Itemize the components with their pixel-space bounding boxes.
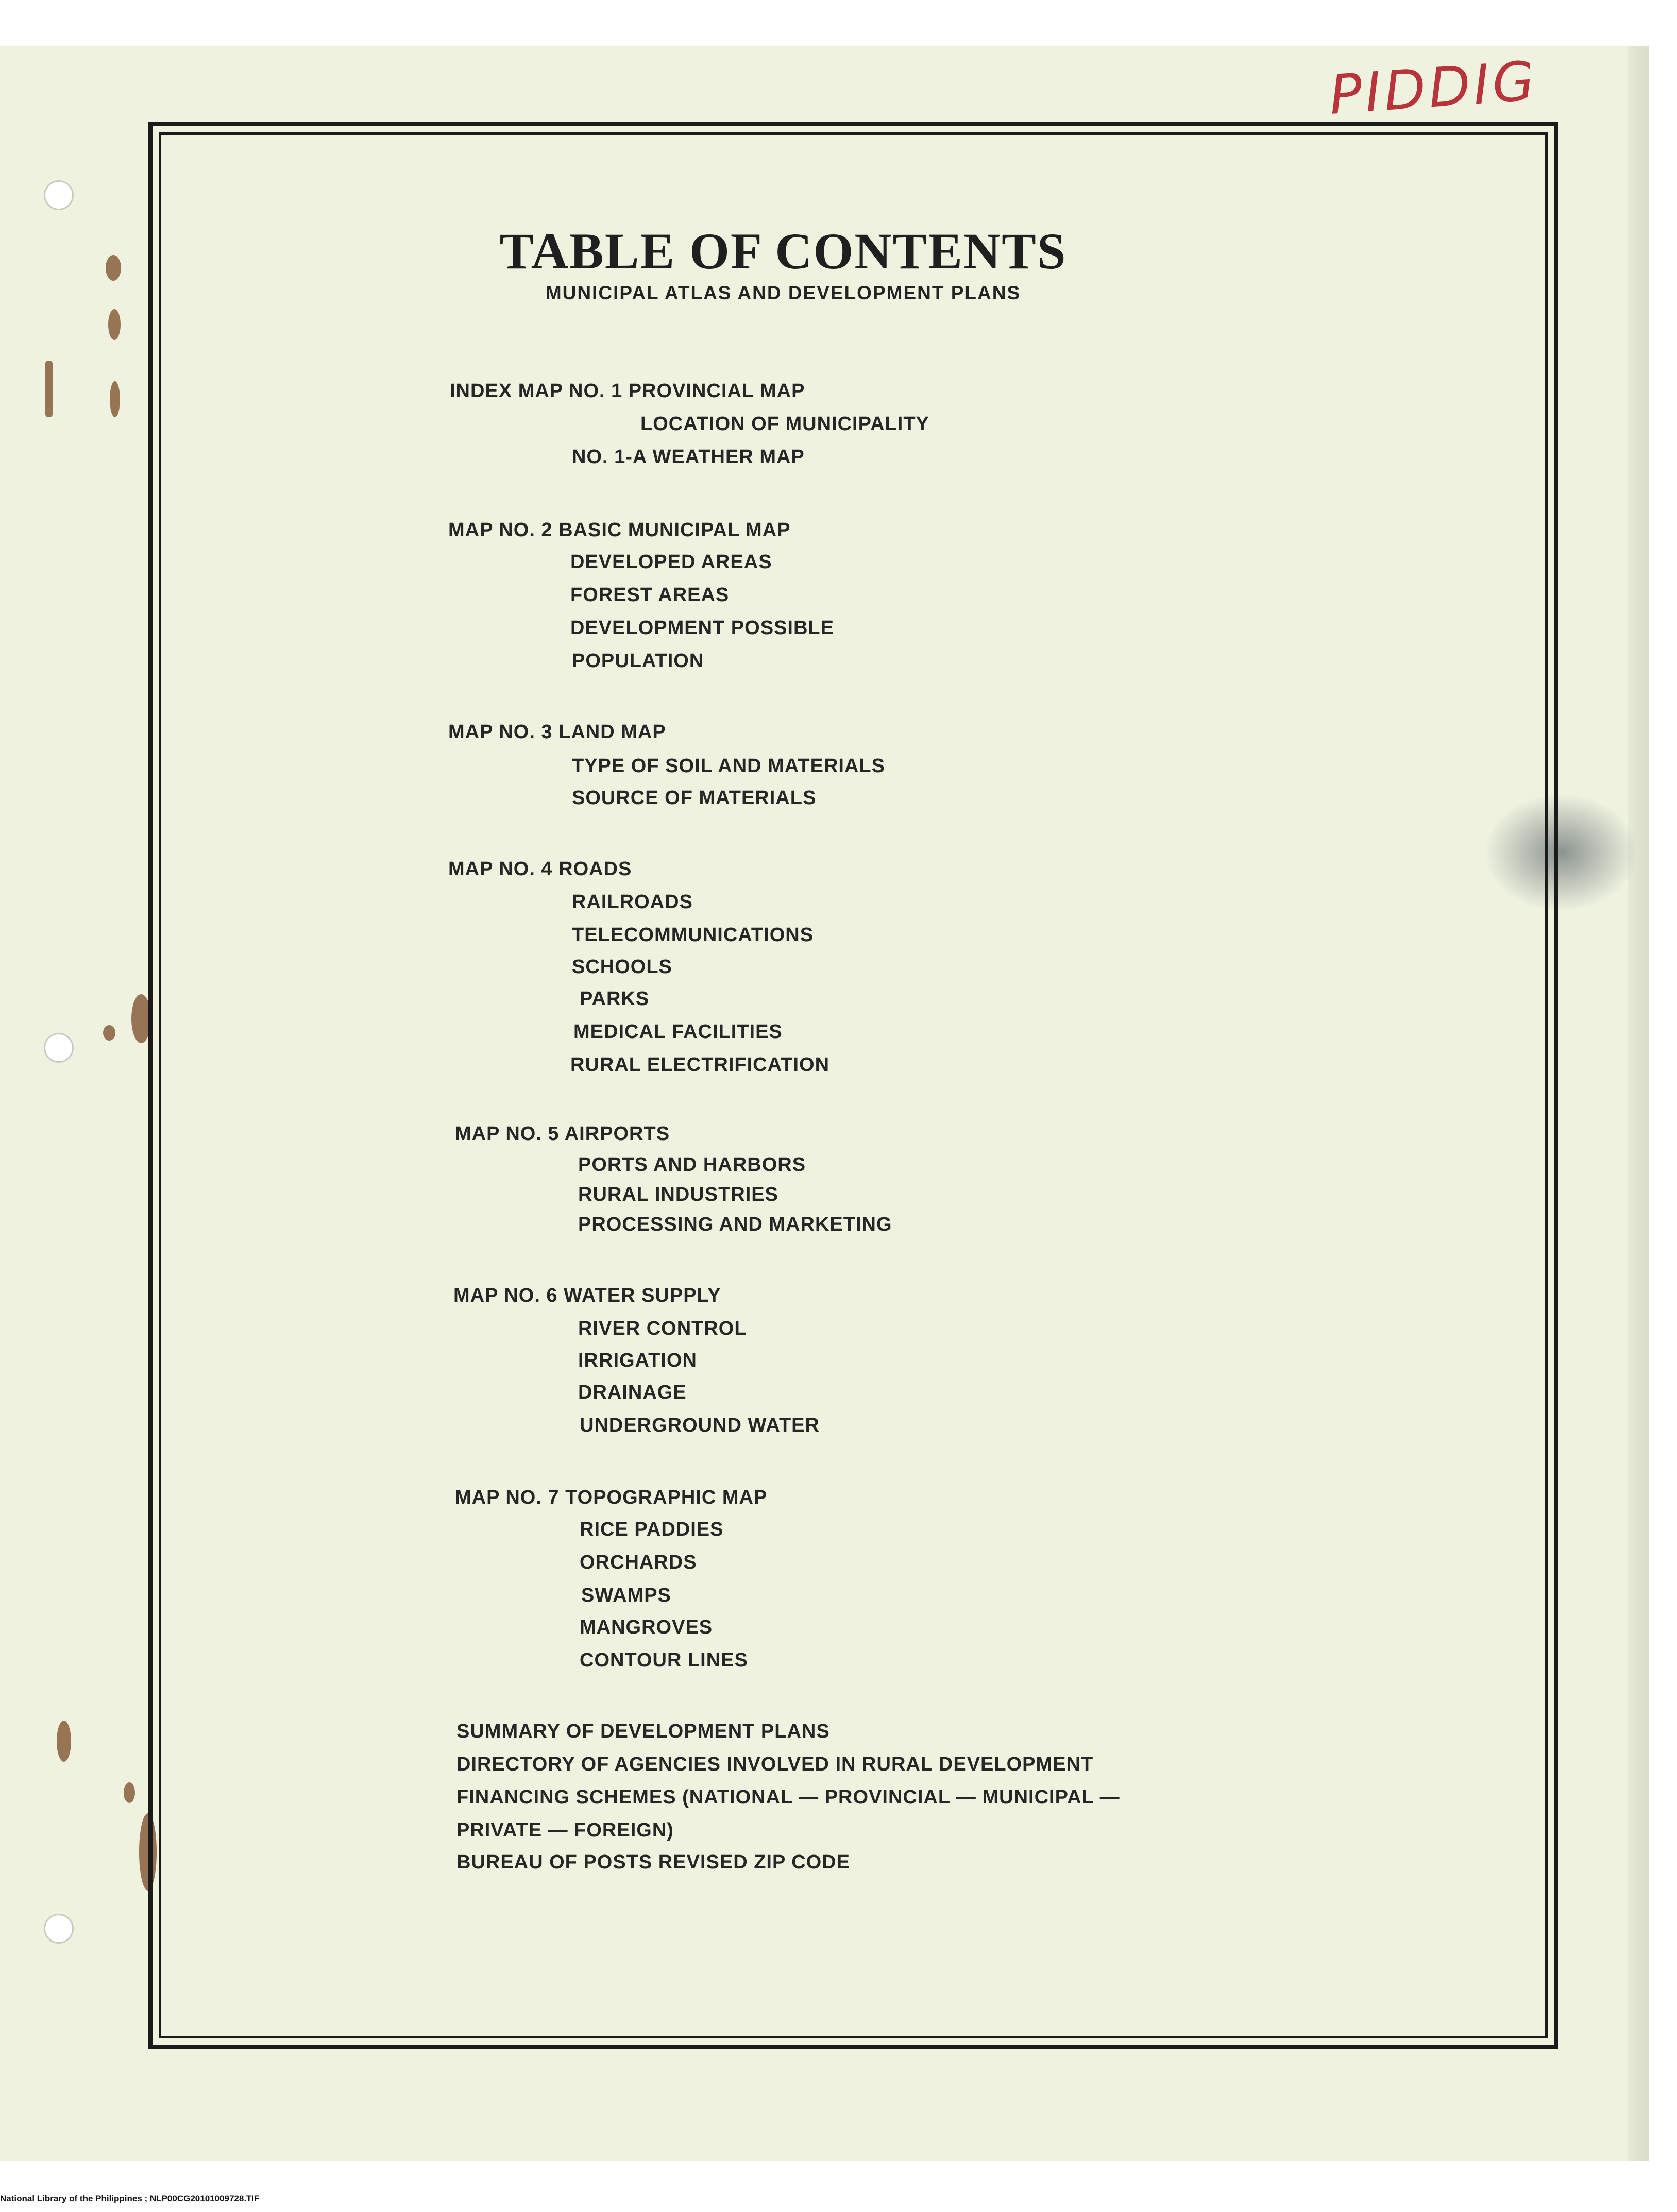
rust-stain	[108, 309, 121, 340]
toc-entry: ORCHARDS	[580, 1552, 697, 1573]
toc-entry: TYPE OF SOIL AND MATERIALS	[572, 755, 885, 777]
toc-entry: LOCATION OF MUNICIPALITY	[640, 413, 929, 435]
toc-entry: NO. 1-A WEATHER MAP	[572, 446, 805, 468]
rust-stain	[45, 361, 53, 417]
toc-heading: MAP NO. 2 BASIC MUNICIPAL MAP	[448, 519, 791, 541]
toc-entry: MEDICAL FACILITIES	[573, 1021, 783, 1043]
toc-entry: BUREAU OF POSTS REVISED ZIP CODE	[456, 1851, 850, 1873]
toc-entry: PRIVATE — FOREIGN)	[456, 1819, 674, 1841]
toc-entry: PARKS	[580, 988, 650, 1010]
toc-entry: SCHOOLS	[572, 956, 672, 978]
toc-entry: DRAINAGE	[578, 1382, 687, 1403]
toc-entry: TELECOMMUNICATIONS	[572, 924, 814, 946]
toc-entry: SWAMPS	[581, 1585, 671, 1606]
rust-stain	[124, 1782, 135, 1803]
rust-stain	[110, 381, 120, 417]
page-title: TABLE OF CONTENTS	[499, 223, 1067, 280]
toc-entry: DEVELOPMENT POSSIBLE	[570, 617, 834, 639]
toc-entry: DEVELOPED AREAS	[570, 551, 772, 573]
scan-footer: National Library of the Philippines ; NLP00CG20101009728.TIF	[0, 2193, 260, 2203]
toc-entry: MANGROVES	[580, 1617, 713, 1638]
toc-entry: SOURCE OF MATERIALS	[572, 787, 817, 809]
toc-entry: FOREST AREAS	[570, 584, 730, 606]
page-subtitle: MUNICIPAL ATLAS AND DEVELOPMENT PLANS	[545, 282, 1021, 303]
toc-entry: CONTOUR LINES	[580, 1649, 748, 1671]
toc-entry: RURAL ELECTRIFICATION	[570, 1054, 830, 1076]
toc-entry: SUMMARY OF DEVELOPMENT PLANS	[456, 1721, 830, 1742]
punch-hole-bottom	[44, 1914, 74, 1944]
toc-heading: MAP NO. 7 TOPOGRAPHIC MAP	[455, 1487, 768, 1508]
toc-heading: MAP NO. 6 WATER SUPPLY	[453, 1285, 721, 1306]
rust-stain	[103, 1025, 115, 1041]
toc-entry: POPULATION	[572, 650, 704, 672]
toc-entry: RURAL INDUSTRIES	[578, 1184, 778, 1205]
toc-entry: PROCESSING AND MARKETING	[578, 1214, 892, 1235]
toc-entry: RICE PADDIES	[580, 1519, 724, 1540]
toc-entry: PORTS AND HARBORS	[578, 1154, 806, 1176]
toc-entry: RIVER CONTROL	[578, 1318, 747, 1339]
toc-entry: FINANCING SCHEMES (NATIONAL — PROVINCIAL — MUNICIPAL —	[456, 1786, 1120, 1808]
toc-entry: UNDERGROUND WATER	[580, 1415, 820, 1436]
toc-heading: MAP NO. 4 ROADS	[448, 858, 632, 880]
rust-stain	[57, 1721, 71, 1762]
punch-hole-middle	[44, 1033, 74, 1063]
handwritten-note: PIDDIG	[1327, 49, 1540, 127]
toc-entry: IRRIGATION	[578, 1350, 697, 1371]
toc-entry: DIRECTORY OF AGENCIES INVOLVED IN RURAL DEVELOPMENT	[456, 1754, 1094, 1775]
page-edge-shadow	[1628, 46, 1649, 2161]
toc-heading: INDEX MAP NO. 1 PROVINCIAL MAP	[450, 380, 805, 402]
toc-entry: RAILROADS	[572, 891, 693, 913]
toc-heading: MAP NO. 3 LAND MAP	[448, 721, 666, 743]
punch-hole-top	[44, 180, 74, 210]
toc-heading: MAP NO. 5 AIRPORTS	[455, 1123, 670, 1145]
